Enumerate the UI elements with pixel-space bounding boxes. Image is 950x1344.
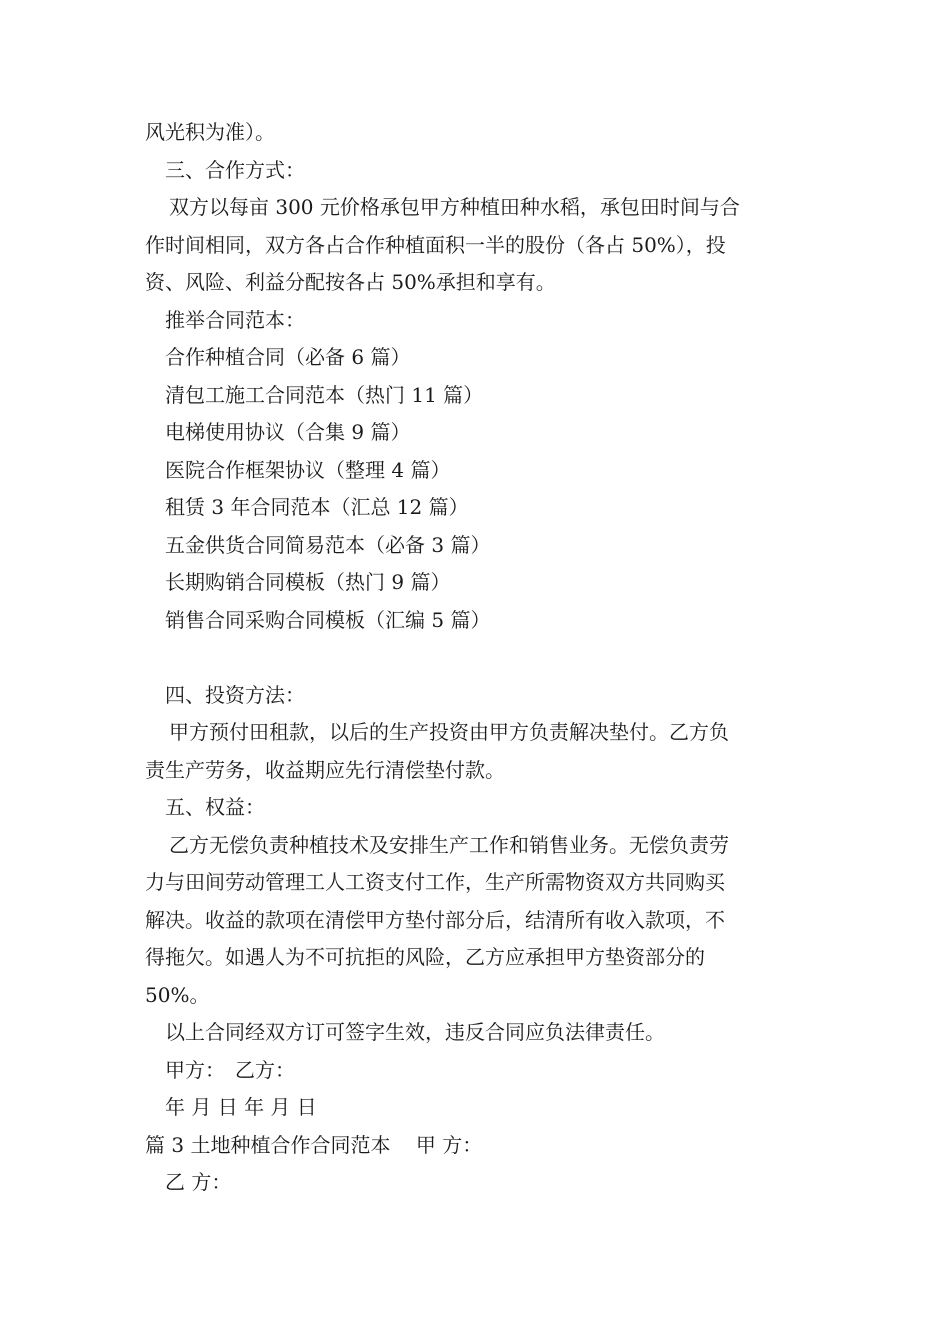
recommend-link-7[interactable]: 长期购销合同模板（热门 9 篇） xyxy=(165,570,451,594)
paragraph-5-line-2: 力与田间劳动管理工人工资支付工作，生产所需物资双方共同购买 xyxy=(145,870,725,894)
next-section-title: 篇 3 土地种植合作合同范本 xyxy=(145,1132,391,1157)
paragraph-6: 以上合同经双方订可签字生效，违反合同应负法律责任。 xyxy=(165,1020,665,1044)
recommend-link-8[interactable]: 销售合同采购合同模板（汇编 5 篇） xyxy=(165,607,491,632)
paragraph-5-line-4: 得拖欠。如遇人为不可抗拒的风险，乙方应承担甲方垫资部分的 xyxy=(145,945,705,969)
section-heading-5: 五、权益： xyxy=(165,795,265,819)
party-a-label: 甲方： xyxy=(165,1057,225,1082)
section-heading-4: 四、投资方法： xyxy=(165,682,305,707)
paragraph-5-line-1: 乙方无偿负责种植技术及安排生产工作和销售业务。无偿负责劳 xyxy=(169,832,729,857)
recommend-link-5[interactable]: 租赁 3 年合同范本（汇总 12 篇） xyxy=(165,495,469,519)
next-section-line xyxy=(145,1127,805,1165)
date-line: 年 月 日 年 月 日 xyxy=(165,1095,317,1119)
document-page xyxy=(145,114,805,1202)
paragraph-continuation: 风光积为准）。 xyxy=(145,120,275,144)
paragraph-5-line-3: 解决。收益的款项在清偿甲方垫付部分后，结清所有收入款项，不 xyxy=(145,907,725,932)
paragraph-5-line-5: 50%。 xyxy=(145,982,210,1007)
blank-line xyxy=(145,639,805,677)
paragraph-3-line-3: 资、风险、利益分配按各占 50%承担和享有。 xyxy=(145,270,556,294)
paragraph-4-line-1: 甲方预付田租款，以后的生产投资由甲方负责解决垫付。乙方负 xyxy=(169,720,729,744)
paragraph-4-line-2: 责生产劳务，收益期应先行清偿垫付款。 xyxy=(145,757,505,782)
section-heading-3: 三、合作方式： xyxy=(165,157,305,182)
paragraph-3-line-2: 作时间相同，双方各占合作种植面积一半的股份（各占 50%），投 xyxy=(145,232,726,257)
paragraph-3-line-1: 双方以每亩 300 元价格承包甲方种植田种水稻，承包田时间与合 xyxy=(169,195,740,219)
recommend-link-2[interactable]: 清包工施工合同范本（热门 11 篇） xyxy=(165,382,484,407)
next-party-b-label: 乙 方： xyxy=(165,1170,232,1194)
recommend-title: 推举合同范本： xyxy=(165,307,305,332)
recommend-link-4[interactable]: 医院合作框架协议（整理 4 篇） xyxy=(165,457,451,482)
recommend-link-6[interactable]: 五金供货合同简易范本（必备 3 篇） xyxy=(165,532,491,557)
next-party-a-label: 甲 方： xyxy=(415,1132,483,1157)
recommend-link-1[interactable]: 合作种植合同（必备 6 篇） xyxy=(165,345,411,369)
signature-line xyxy=(145,1052,805,1090)
party-b-label: 乙方： xyxy=(235,1057,295,1082)
recommend-link-3[interactable]: 电梯使用协议（合集 9 篇） xyxy=(165,420,411,444)
